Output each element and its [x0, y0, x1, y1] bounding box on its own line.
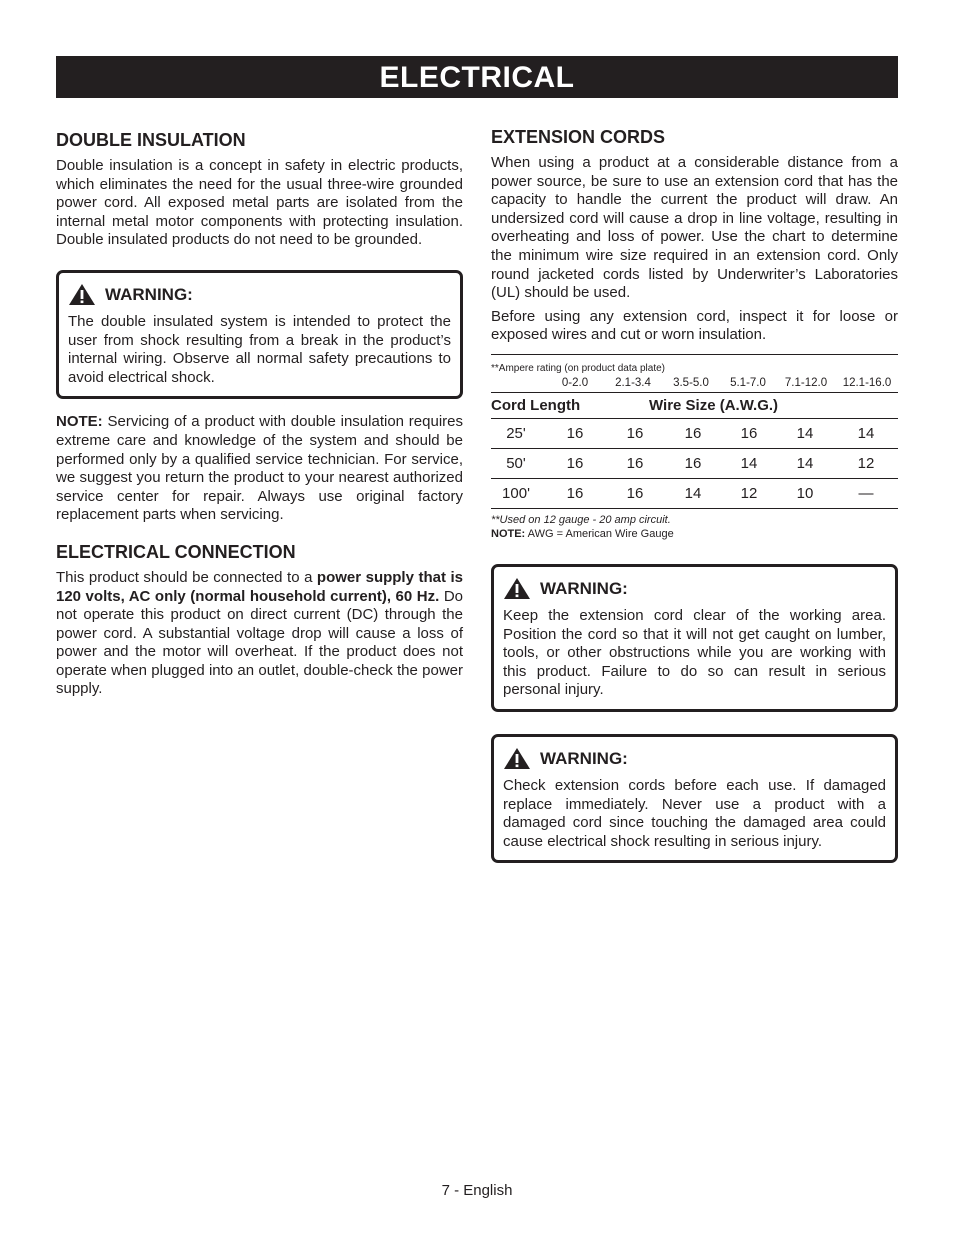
- left-column: [56, 129, 463, 699]
- wire-size-cell: 16: [626, 424, 644, 442]
- warning-text: Check extension cords before each use. If damaged replace immediately. Never use a product with a damaged cord since touching the damaged area could cause electrical shock resulting in serious injury.: [503, 776, 886, 850]
- table-row: [491, 449, 898, 479]
- wire-size-cell: 12: [740, 484, 758, 502]
- extension-cords-heading: EXTENSION CORDS: [491, 127, 666, 147]
- ampere-rating-title: **Ampere rating (on product data plate): [491, 362, 665, 374]
- cord-length-cell: 50': [506, 454, 526, 472]
- extension-cords-para2: Before using any extension cord, inspect it for loose or exposed wires and cut or worn insulation.: [491, 307, 898, 344]
- warning-text: The double insulated system is intended to protect the user from shock resulting from a break in the product’s internal wiring. Observe all normal safety precautions to avoid electrical shock.: [68, 312, 451, 386]
- wire-size-cell: 16: [566, 454, 584, 472]
- wire-size-cell: 16: [626, 484, 644, 502]
- electrical-connection-body: [56, 569, 463, 699]
- warning-text: Keep the extension cord clear of the working area. Position the cord so that it will not get caught on lumber, tools, or other obstructions while you are working with this product. Failure to do so can result in serious personal injury.: [503, 606, 886, 699]
- wire-size-cell: 16: [566, 484, 584, 502]
- gauge-footnote: **Used on 12 gauge - 20 amp circuit.: [491, 513, 671, 526]
- warning-label: WARNING:: [105, 284, 193, 304]
- warning-header: [68, 283, 451, 307]
- wire-size-cell: 16: [684, 424, 702, 442]
- warning-header: [503, 747, 886, 771]
- page-title: ELECTRICAL: [379, 61, 575, 94]
- warning-label: WARNING:: [540, 578, 628, 598]
- ampere-range: 5.1-7.0: [730, 376, 766, 389]
- connection-text-after: Do not operate this product on direct current (DC) through the power cord. A substantial voltage drop will cause a loss of power and the motor will overheat. If the product does not operate when plugged into an outlet, double-check the power supply.: [56, 587, 463, 698]
- warning-triangle-icon: [503, 577, 531, 600]
- table-row: [491, 419, 898, 449]
- extension-cord-clear-warning-box: [491, 564, 898, 712]
- cord-length-cell: 25': [506, 424, 526, 442]
- cord-length-header: Cord Length: [491, 396, 581, 414]
- wire-size-cell: 14: [796, 424, 814, 442]
- connection-text-before: This product should be connected to a: [56, 568, 317, 586]
- warning-triangle-icon: [503, 747, 531, 770]
- double-insulation-heading: DOUBLE INSULATION: [56, 130, 246, 150]
- wire-size-cell: 16: [684, 454, 702, 472]
- ampere-range: 12.1-16.0: [842, 376, 892, 389]
- awg-note-label: NOTE:: [491, 527, 526, 540]
- double-insulation-body: Double insulation is a concept in safety in electric products, which eliminates the need for the usual three-wire grounded power cord. All exposed metal parts are isolated from the internal metal motor components with protecting insulation. Double insulated products do not need to be grounded.: [56, 157, 463, 249]
- warning-label: WARNING:: [540, 748, 628, 768]
- wire-size-cell: 16: [626, 454, 644, 472]
- table-row: [491, 479, 898, 509]
- ampere-range: 3.5-5.0: [673, 376, 709, 389]
- wire-size-table: [491, 354, 898, 541]
- awg-note-text: AWG = American Wire Gauge: [525, 527, 674, 540]
- warning-triangle-icon: [68, 283, 96, 306]
- cord-length-cell: 100': [502, 484, 530, 502]
- electrical-connection-heading: ELECTRICAL CONNECTION: [56, 541, 296, 562]
- connection-text-bold: power supply that is 120 volts, AC only (normal household current), 60 Hz.: [56, 568, 463, 605]
- wire-size-cell: 12: [857, 454, 875, 472]
- wire-size-cell: 14: [740, 454, 758, 472]
- wire-size-cell: 16: [566, 424, 584, 442]
- wire-size-cell: 14: [684, 484, 702, 502]
- wire-size-cell: 10: [796, 484, 814, 502]
- note-text: Servicing of a product with double insulation requires extreme care and knowledge of the system and should be performed only by a qualified service technician. For service, we suggest you return the product to your nearest authorized service center for repair. Always use original factory replacement parts when servicing.: [56, 413, 463, 524]
- wire-size-cell: 14: [796, 454, 814, 472]
- note-label: NOTE:: [56, 413, 103, 431]
- ampere-range: 2.1-3.4: [615, 376, 651, 389]
- wire-size-cell: 16: [740, 424, 758, 442]
- ampere-range: 7.1-12.0: [784, 376, 828, 389]
- extension-cords-para1: When using a product at a considerable distance from a power source, be sure to use an extension cord that has the capacity to handle the current the product will draw. An undersized cord will cause a drop in line voltage, resulting in overheating and loss of power. Use the chart to determine the minimum wire size required in an extension cord. Only round jacketed cords listed by Underwriter’s Laboratories (UL) should be used.: [491, 154, 898, 302]
- check-extension-cords-warning-box: [491, 734, 898, 863]
- table-footnote: [491, 513, 898, 541]
- double-insulation-warning-box: [56, 270, 463, 399]
- servicing-note: [56, 413, 463, 525]
- section-banner: [56, 56, 898, 98]
- wire-size-cell: 14: [857, 424, 875, 442]
- right-column: [491, 126, 898, 863]
- wire-size-cell: —: [858, 484, 874, 502]
- warning-header: [503, 577, 886, 601]
- ampere-range: 0-2.0: [561, 376, 589, 389]
- wire-size-header: Wire Size (A.W.G.): [649, 396, 779, 414]
- table-header-row: [491, 392, 898, 419]
- page-number: 7 - English: [441, 1182, 513, 1199]
- ampere-ranges-row: [491, 375, 898, 392]
